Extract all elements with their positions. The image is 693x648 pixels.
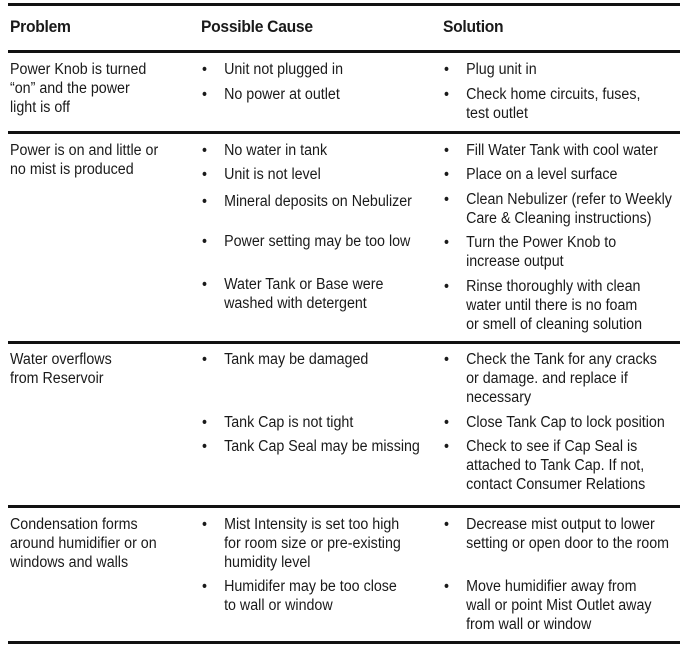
- solution-text: Turn the Power Knob to: [466, 234, 617, 251]
- bullet-icon: •: [202, 276, 208, 293]
- cause-text: Tank may be damaged: [224, 351, 369, 368]
- problem-line: Power is on and little or: [10, 142, 159, 159]
- cause-text: to wall or window: [224, 597, 333, 614]
- bullet-icon: •: [444, 278, 450, 295]
- problem-line: light is off: [10, 99, 70, 116]
- solution-text: Check the Tank for any cracks: [466, 351, 657, 368]
- solution-text: Move humidifier away from: [466, 578, 637, 595]
- bullet-icon: •: [202, 86, 208, 103]
- cause-text: No power at outlet: [224, 86, 340, 103]
- bullet-icon: •: [444, 578, 450, 595]
- bullet-icon: •: [202, 414, 208, 431]
- bullet-icon: •: [444, 414, 450, 431]
- bullet-icon: •: [444, 191, 450, 208]
- solution-text: contact Consumer Relations: [466, 476, 646, 493]
- solution-text: necessary: [466, 389, 532, 406]
- solution-text: Care & Cleaning instructions): [466, 210, 652, 227]
- problem-line: from Reservoir: [10, 370, 104, 387]
- bullet-icon: •: [202, 578, 208, 595]
- cause-text: Unit is not level: [224, 166, 321, 183]
- troubleshooting-table: [8, 3, 680, 644]
- solution-text: increase output: [466, 253, 564, 270]
- bullet-icon: •: [444, 86, 450, 103]
- problem-cell: [10, 350, 166, 388]
- solution-text: water until there is no foam: [466, 297, 638, 314]
- cause-text: humidity level: [224, 554, 311, 571]
- problem-line: Power Knob is turned: [10, 61, 147, 78]
- bullet-icon: •: [202, 438, 208, 455]
- bullet-icon: •: [444, 166, 450, 183]
- header-solution: Solution: [443, 17, 504, 36]
- problem-cell: [10, 515, 166, 572]
- header-possible-cause: Possible Cause: [201, 17, 313, 36]
- solution-text: Decrease mist output to lower: [466, 516, 655, 533]
- cause-text: Unit not plugged in: [224, 61, 344, 78]
- table-bottom-rule: [8, 641, 680, 644]
- bullet-icon: •: [202, 233, 208, 250]
- table-row: [8, 53, 680, 131]
- solution-text: Place on a level surface: [466, 166, 618, 183]
- solution-text: Fill Water Tank with cool water: [466, 142, 658, 159]
- header-problem: Problem: [10, 17, 71, 36]
- cause-text: Power setting may be too low: [224, 233, 411, 250]
- solution-text: Rinse thoroughly with clean: [466, 278, 641, 295]
- solution-text: Close Tank Cap to lock position: [466, 414, 665, 431]
- solution-text: attached to Tank Cap. If not,: [466, 457, 645, 474]
- bullet-icon: •: [444, 142, 450, 159]
- bullet-icon: •: [444, 61, 450, 78]
- solution-text: Check to see if Cap Seal is: [466, 438, 638, 455]
- solution-text: or smell of cleaning solution: [466, 316, 643, 333]
- problem-line: around humidifier or on: [10, 535, 157, 552]
- table-row: [8, 508, 680, 641]
- problem-line: windows and walls: [10, 554, 129, 571]
- solution-text: Plug unit in: [466, 61, 537, 78]
- table-header: [8, 6, 680, 50]
- bullet-icon: •: [202, 351, 208, 368]
- bullet-icon: •: [202, 142, 208, 159]
- bullet-icon: •: [444, 438, 450, 455]
- problem-cell: [10, 141, 166, 179]
- table-row: [8, 134, 680, 341]
- bullet-icon: •: [444, 516, 450, 533]
- problem-line: Water overflows: [10, 351, 112, 368]
- bullet-icon: •: [202, 61, 208, 78]
- solution-text: Clean Nebulizer (refer to Weekly: [466, 191, 672, 208]
- bullet-icon: •: [202, 516, 208, 533]
- problem-line: Condensation forms: [10, 516, 138, 533]
- solution-text: setting or open door to the room: [466, 535, 670, 552]
- cause-text: for room size or pre-existing: [224, 535, 401, 552]
- problem-line: no mist is produced: [10, 161, 134, 178]
- bullet-icon: •: [444, 234, 450, 251]
- cause-text: No water in tank: [224, 142, 328, 159]
- cause-text: Tank Cap Seal may be missing: [224, 438, 420, 455]
- cause-text: Mineral deposits on Nebulizer: [224, 193, 412, 210]
- bullet-icon: •: [202, 166, 208, 183]
- solution-text: Check home circuits, fuses,: [466, 86, 641, 103]
- solution-text: or damage. and replace if: [466, 370, 628, 387]
- table-row: [8, 344, 680, 505]
- bullet-icon: •: [444, 351, 450, 368]
- cause-text: Water Tank or Base were: [224, 276, 384, 293]
- bullet-icon: •: [202, 193, 208, 210]
- problem-line: “on” and the power: [10, 80, 130, 97]
- solution-text: test outlet: [466, 105, 528, 122]
- cause-text: washed with detergent: [224, 295, 367, 312]
- solution-text: wall or point Mist Outlet away: [466, 597, 652, 614]
- cause-text: Tank Cap is not tight: [224, 414, 354, 431]
- problem-cell: [10, 60, 166, 117]
- cause-text: Mist Intensity is set too high: [224, 516, 400, 533]
- solution-text: from wall or window: [466, 616, 592, 633]
- cause-text: Humidifer may be too close: [224, 578, 397, 595]
